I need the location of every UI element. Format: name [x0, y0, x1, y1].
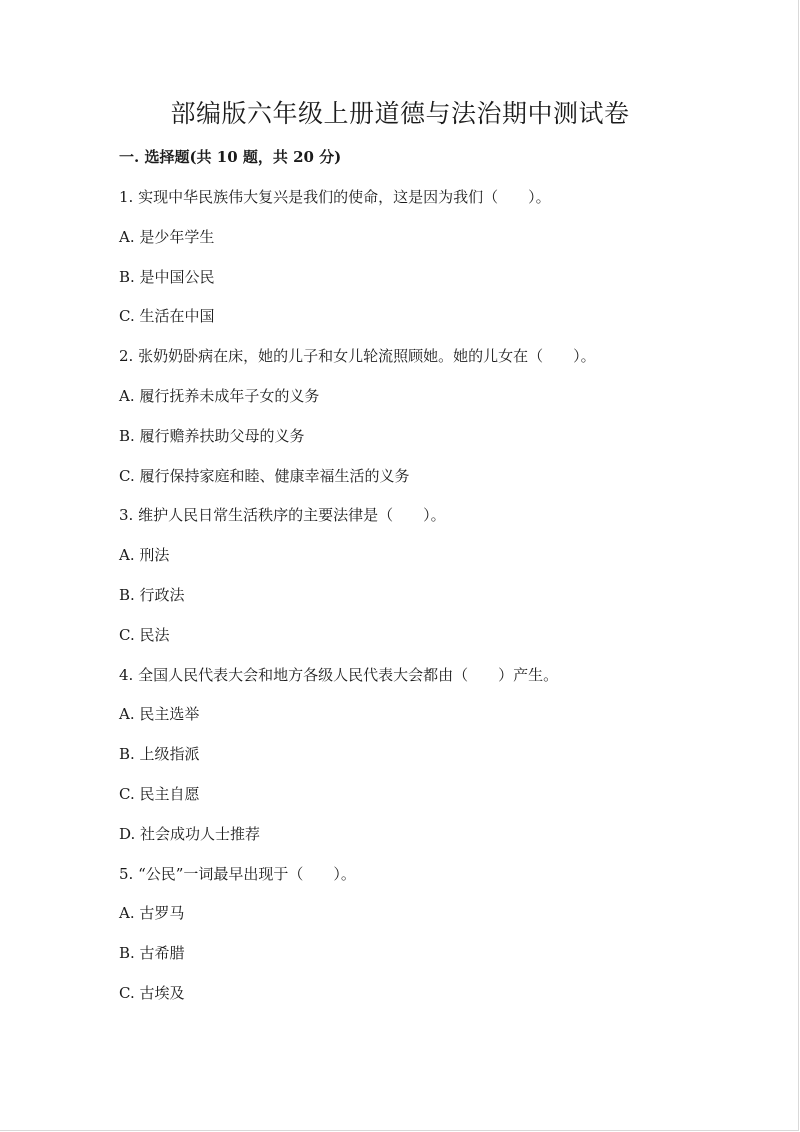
answer-option: C. 古埃及 — [119, 983, 185, 1002]
question-1 — [119, 184, 759, 343]
question-3 — [119, 502, 759, 661]
document-title: 部编版六年级上册道德与法治期中测试卷 — [170, 99, 630, 128]
answer-option: C. 民主自愿 — [119, 784, 200, 803]
answer-option: A. 古罗马 — [119, 904, 185, 923]
question-stem: 4. 全国人民代表大会和地方各级人民代表大会都由（ ）产生。 — [119, 665, 559, 684]
question-5 — [119, 861, 759, 1020]
question-2 — [119, 343, 759, 502]
question-list — [119, 184, 759, 1020]
question-stem: 5. “公民”一词最早出现于（ ）。 — [119, 864, 356, 883]
answer-option: B. 上级指派 — [119, 745, 200, 764]
answer-option: A. 是少年学生 — [119, 227, 215, 246]
question-4 — [119, 662, 759, 861]
answer-option: D. 社会成功人士推荐 — [119, 824, 261, 843]
answer-option: B. 履行赡养扶助父母的义务 — [119, 426, 305, 445]
answer-option: A. 刑法 — [119, 546, 170, 565]
answer-option: C. 民法 — [119, 625, 170, 644]
question-stem: 2. 张奶奶卧病在床，她的儿子和女儿轮流照顾她。她的儿女在（ ）。 — [119, 347, 596, 366]
answer-option: A. 民主选举 — [119, 705, 200, 724]
section-heading: 一. 选择题(共 10 题，共 20 分) — [119, 148, 342, 166]
answer-option: B. 是中国公民 — [119, 267, 215, 286]
question-stem: 3. 维护人民日常生活秩序的主要法律是（ ）。 — [119, 506, 446, 525]
answer-option: C. 生活在中国 — [119, 307, 215, 326]
question-stem: 1. 实现中华民族伟大复兴是我们的使命，这是因为我们（ ）。 — [119, 188, 551, 206]
answer-option: B. 行政法 — [119, 585, 185, 604]
answer-option: A. 履行抚养未成年子女的义务 — [119, 386, 320, 405]
answer-option: B. 古希腊 — [119, 944, 185, 963]
answer-option: C. 履行保持家庭和睦、健康幸福生活的义务 — [119, 466, 410, 485]
